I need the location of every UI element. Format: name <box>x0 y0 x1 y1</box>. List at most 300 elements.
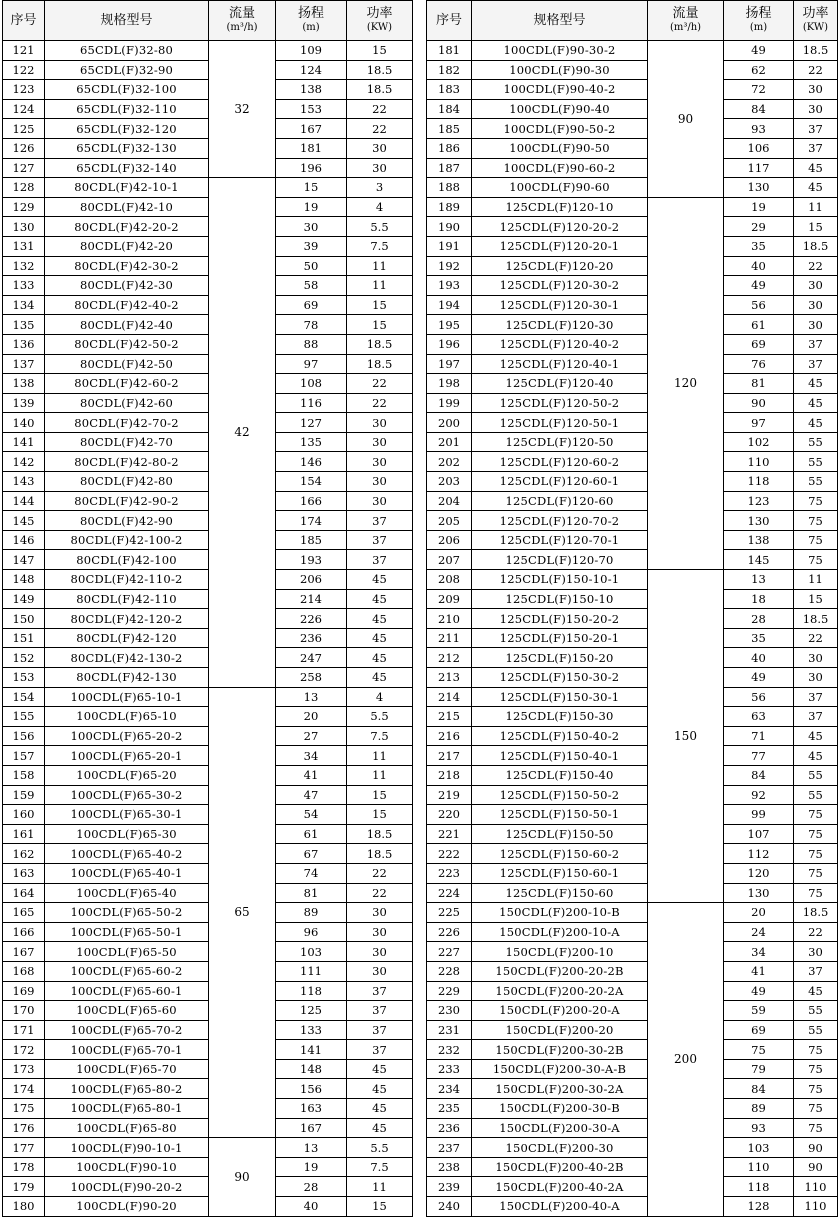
cell-model: 125CDL(F)150-40-1 <box>472 746 648 766</box>
table-row <box>427 491 838 511</box>
cell-flow: 90 <box>648 41 724 198</box>
cell-model: 125CDL(F)120-30-2 <box>472 276 648 296</box>
cell-power: 37 <box>347 1040 413 1060</box>
cell-power: 7.5 <box>347 236 413 256</box>
table-row <box>427 726 838 746</box>
cell-head: 28 <box>276 1177 347 1197</box>
cell-power: 45 <box>347 1079 413 1099</box>
cell-model: 80CDL(F)42-10-1 <box>45 178 209 198</box>
cell-model: 125CDL(F)120-20-2 <box>472 217 648 237</box>
cell-model: 100CDL(F)90-50-2 <box>472 119 648 139</box>
cell-power: 37 <box>794 707 838 727</box>
cell-no: 160 <box>3 805 45 825</box>
cell-no: 162 <box>3 844 45 864</box>
cell-model: 125CDL(F)150-40-2 <box>472 726 648 746</box>
cell-model: 125CDL(F)150-30-1 <box>472 687 648 707</box>
cell-model: 100CDL(F)65-70-1 <box>45 1040 209 1060</box>
cell-head: 193 <box>276 550 347 570</box>
cell-no: 235 <box>427 1099 472 1119</box>
cell-head: 167 <box>276 1118 347 1138</box>
cell-head: 93 <box>724 1118 794 1138</box>
cell-head: 102 <box>724 432 794 452</box>
cell-power: 45 <box>794 746 838 766</box>
cell-head: 103 <box>276 942 347 962</box>
table-row <box>3 765 413 785</box>
table-row <box>427 785 838 805</box>
cell-model: 125CDL(F)120-20 <box>472 256 648 276</box>
cell-no: 143 <box>3 472 45 492</box>
cell-no: 226 <box>427 922 472 942</box>
cell-model: 100CDL(F)90-40 <box>472 99 648 119</box>
cell-head: 75 <box>724 1040 794 1060</box>
cell-model: 125CDL(F)120-50 <box>472 432 648 452</box>
cell-head: 61 <box>724 315 794 335</box>
cell-model: 150CDL(F)200-40-2B <box>472 1157 648 1177</box>
cell-model: 150CDL(F)200-10 <box>472 942 648 962</box>
table-row <box>3 609 413 629</box>
cell-power: 11 <box>347 256 413 276</box>
cell-no: 124 <box>3 99 45 119</box>
cell-power: 75 <box>794 491 838 511</box>
cell-power: 75 <box>794 511 838 531</box>
table-row <box>427 746 838 766</box>
cell-no: 220 <box>427 805 472 825</box>
cell-power: 55 <box>794 1001 838 1021</box>
table-row <box>427 863 838 883</box>
cell-no: 187 <box>427 158 472 178</box>
cell-power: 37 <box>794 334 838 354</box>
cell-model: 100CDL(F)65-70-2 <box>45 1020 209 1040</box>
cell-no: 137 <box>3 354 45 374</box>
cell-head: 99 <box>724 805 794 825</box>
cell-no: 178 <box>3 1157 45 1177</box>
cell-head: 130 <box>724 178 794 198</box>
table-row <box>427 922 838 942</box>
cell-power: 22 <box>347 374 413 394</box>
cell-no: 216 <box>427 726 472 746</box>
cell-no: 138 <box>3 374 45 394</box>
cell-power: 90 <box>794 1138 838 1158</box>
cell-no: 174 <box>3 1079 45 1099</box>
table-row <box>3 726 413 746</box>
cell-model: 125CDL(F)150-50-1 <box>472 805 648 825</box>
cell-model: 80CDL(F)42-130-2 <box>45 648 209 668</box>
table-row <box>3 942 413 962</box>
cell-power: 45 <box>347 609 413 629</box>
cell-power: 30 <box>347 472 413 492</box>
cell-model: 80CDL(F)42-20 <box>45 236 209 256</box>
cell-no: 203 <box>427 472 472 492</box>
cell-no: 121 <box>3 41 45 61</box>
table-row <box>3 863 413 883</box>
cell-model: 100CDL(F)90-40-2 <box>472 80 648 100</box>
cell-power: 30 <box>347 138 413 158</box>
cell-model: 150CDL(F)200-20-2B <box>472 961 648 981</box>
spec-table-right <box>426 0 838 1217</box>
cell-power: 15 <box>347 295 413 315</box>
cell-head: 92 <box>724 785 794 805</box>
table-row <box>427 903 838 923</box>
table-row <box>427 942 838 962</box>
cell-model: 150CDL(F)200-20 <box>472 1020 648 1040</box>
cell-power: 18.5 <box>347 60 413 80</box>
cell-no: 188 <box>427 178 472 198</box>
table-row <box>3 158 413 178</box>
cell-model: 125CDL(F)120-40-2 <box>472 334 648 354</box>
table-row <box>3 687 413 707</box>
table-row <box>427 1099 838 1119</box>
cell-power: 75 <box>794 824 838 844</box>
table-row <box>3 178 413 198</box>
cell-power: 75 <box>794 863 838 883</box>
table-row <box>427 648 838 668</box>
cell-no: 229 <box>427 981 472 1001</box>
cell-power: 30 <box>794 648 838 668</box>
cell-head: 196 <box>276 158 347 178</box>
cell-model: 100CDL(F)65-10-1 <box>45 687 209 707</box>
cell-no: 184 <box>427 99 472 119</box>
table-row <box>3 1059 413 1079</box>
table-row <box>3 1157 413 1177</box>
table-row <box>427 99 838 119</box>
cell-power: 45 <box>347 1059 413 1079</box>
cell-power: 75 <box>794 1099 838 1119</box>
cell-model: 125CDL(F)150-50 <box>472 824 648 844</box>
cell-no: 222 <box>427 844 472 864</box>
cell-head: 110 <box>724 1157 794 1177</box>
cell-head: 247 <box>276 648 347 668</box>
cell-model: 80CDL(F)42-90 <box>45 511 209 531</box>
cell-no: 214 <box>427 687 472 707</box>
cell-model: 125CDL(F)150-30-2 <box>472 668 648 688</box>
cell-power: 30 <box>794 668 838 688</box>
table-row <box>3 217 413 237</box>
cell-no: 139 <box>3 393 45 413</box>
table-row <box>3 138 413 158</box>
cell-model: 100CDL(F)65-20 <box>45 765 209 785</box>
cell-model: 100CDL(F)90-20 <box>45 1197 209 1217</box>
cell-head: 206 <box>276 570 347 590</box>
table-row <box>427 1157 838 1177</box>
cell-head: 124 <box>276 60 347 80</box>
cell-head: 15 <box>276 178 347 198</box>
cell-power: 45 <box>347 648 413 668</box>
table-row <box>427 511 838 531</box>
table-row <box>427 256 838 276</box>
cell-model: 80CDL(F)42-30-2 <box>45 256 209 276</box>
cell-head: 112 <box>724 844 794 864</box>
cell-no: 167 <box>3 942 45 962</box>
cell-no: 200 <box>427 413 472 433</box>
cell-model: 125CDL(F)120-70-1 <box>472 530 648 550</box>
table-row <box>3 60 413 80</box>
cell-power: 37 <box>347 530 413 550</box>
cell-power: 75 <box>794 1059 838 1079</box>
cell-model: 150CDL(F)200-20-A <box>472 1001 648 1021</box>
cell-model: 100CDL(F)65-60-2 <box>45 961 209 981</box>
cell-power: 75 <box>794 1079 838 1099</box>
cell-flow: 120 <box>648 197 724 569</box>
table-row <box>3 903 413 923</box>
cell-power: 18.5 <box>794 41 838 61</box>
cell-power: 55 <box>794 432 838 452</box>
cell-head: 125 <box>276 1001 347 1021</box>
cell-power: 30 <box>347 922 413 942</box>
cell-model: 80CDL(F)42-130 <box>45 668 209 688</box>
cell-model: 80CDL(F)42-80-2 <box>45 452 209 472</box>
cell-no: 215 <box>427 707 472 727</box>
cell-power: 45 <box>347 589 413 609</box>
cell-no: 191 <box>427 236 472 256</box>
cell-power: 11 <box>347 765 413 785</box>
table-row <box>3 511 413 531</box>
cell-power: 30 <box>347 452 413 472</box>
cell-model: 80CDL(F)42-110-2 <box>45 570 209 590</box>
cell-no: 201 <box>427 432 472 452</box>
table-row <box>427 570 838 590</box>
cell-power: 30 <box>347 942 413 962</box>
cell-head: 97 <box>724 413 794 433</box>
cell-no: 202 <box>427 452 472 472</box>
cell-no: 185 <box>427 119 472 139</box>
cell-power: 30 <box>794 99 838 119</box>
cell-model: 80CDL(F)42-100-2 <box>45 530 209 550</box>
cell-no: 217 <box>427 746 472 766</box>
cell-no: 218 <box>427 765 472 785</box>
cell-no: 161 <box>3 824 45 844</box>
cell-no: 219 <box>427 785 472 805</box>
cell-model: 100CDL(F)65-70 <box>45 1059 209 1079</box>
cell-model: 80CDL(F)42-70 <box>45 432 209 452</box>
cell-head: 118 <box>276 981 347 1001</box>
table-row <box>427 374 838 394</box>
table-row <box>427 805 838 825</box>
cell-no: 154 <box>3 687 45 707</box>
table-row <box>3 746 413 766</box>
cell-head: 89 <box>724 1099 794 1119</box>
cell-power: 22 <box>794 628 838 648</box>
cell-power: 4 <box>347 687 413 707</box>
cell-head: 18 <box>724 589 794 609</box>
cell-no: 221 <box>427 824 472 844</box>
table-row <box>3 981 413 1001</box>
cell-model: 100CDL(F)65-10 <box>45 707 209 727</box>
table-row <box>3 432 413 452</box>
cell-power: 15 <box>347 805 413 825</box>
table-row <box>427 883 838 903</box>
cell-no: 149 <box>3 589 45 609</box>
cell-no: 194 <box>427 295 472 315</box>
cell-power: 45 <box>347 570 413 590</box>
cell-no: 189 <box>427 197 472 217</box>
table-row <box>427 60 838 80</box>
cell-head: 35 <box>724 628 794 648</box>
cell-head: 56 <box>724 295 794 315</box>
cell-power: 30 <box>347 158 413 178</box>
cell-no: 212 <box>427 648 472 668</box>
cell-power: 45 <box>794 726 838 746</box>
cell-head: 69 <box>724 334 794 354</box>
cell-power: 45 <box>794 393 838 413</box>
cell-head: 49 <box>724 41 794 61</box>
cell-power: 30 <box>347 491 413 511</box>
cell-power: 55 <box>794 472 838 492</box>
table-row <box>427 1197 838 1217</box>
cell-head: 13 <box>724 570 794 590</box>
cell-model: 100CDL(F)65-80-2 <box>45 1079 209 1099</box>
header-no: 序号 <box>3 1 45 41</box>
cell-model: 125CDL(F)120-10 <box>472 197 648 217</box>
cell-no: 146 <box>3 530 45 550</box>
cell-power: 90 <box>794 1157 838 1177</box>
cell-power: 75 <box>794 1040 838 1060</box>
cell-no: 238 <box>427 1157 472 1177</box>
cell-power: 75 <box>794 883 838 903</box>
cell-model: 150CDL(F)200-10-B <box>472 903 648 923</box>
cell-no: 173 <box>3 1059 45 1079</box>
cell-power: 18.5 <box>347 824 413 844</box>
table-row <box>3 785 413 805</box>
cell-head: 41 <box>724 961 794 981</box>
cell-model: 100CDL(F)90-30 <box>472 60 648 80</box>
cell-power: 22 <box>347 99 413 119</box>
cell-head: 97 <box>276 354 347 374</box>
cell-power: 45 <box>794 374 838 394</box>
cell-power: 7.5 <box>347 726 413 746</box>
cell-model: 150CDL(F)200-10-A <box>472 922 648 942</box>
cell-model: 125CDL(F)120-70 <box>472 550 648 570</box>
cell-head: 81 <box>724 374 794 394</box>
cell-power: 30 <box>347 903 413 923</box>
cell-head: 20 <box>276 707 347 727</box>
table-row <box>427 1079 838 1099</box>
cell-head: 130 <box>724 511 794 531</box>
cell-flow: 90 <box>209 1138 276 1216</box>
table-row <box>427 295 838 315</box>
cell-power: 30 <box>794 276 838 296</box>
cell-power: 11 <box>794 197 838 217</box>
table-row <box>427 393 838 413</box>
header-head: 扬程 (m) <box>724 1 794 41</box>
cell-no: 231 <box>427 1020 472 1040</box>
table-row <box>3 589 413 609</box>
cell-no: 181 <box>427 41 472 61</box>
cell-no: 197 <box>427 354 472 374</box>
cell-power: 15 <box>347 785 413 805</box>
cell-power: 22 <box>794 60 838 80</box>
cell-no: 179 <box>3 1177 45 1197</box>
cell-power: 15 <box>347 1197 413 1217</box>
cell-power: 45 <box>794 413 838 433</box>
cell-no: 170 <box>3 1001 45 1021</box>
cell-no: 141 <box>3 432 45 452</box>
cell-head: 62 <box>724 60 794 80</box>
cell-head: 167 <box>276 119 347 139</box>
table-row <box>427 530 838 550</box>
header-power: 功率 (KW) <box>347 1 413 41</box>
cell-power: 30 <box>347 961 413 981</box>
table-row <box>3 844 413 864</box>
cell-no: 175 <box>3 1099 45 1119</box>
cell-power: 75 <box>794 550 838 570</box>
cell-head: 50 <box>276 256 347 276</box>
cell-power: 37 <box>794 354 838 374</box>
cell-power: 45 <box>794 178 838 198</box>
cell-no: 171 <box>3 1020 45 1040</box>
cell-head: 19 <box>724 197 794 217</box>
table-row <box>3 570 413 590</box>
table-row <box>427 315 838 335</box>
cell-power: 37 <box>794 961 838 981</box>
cell-head: 138 <box>276 80 347 100</box>
cell-model: 80CDL(F)42-10 <box>45 197 209 217</box>
cell-no: 129 <box>3 197 45 217</box>
cell-model: 150CDL(F)200-40-A <box>472 1197 648 1217</box>
cell-model: 100CDL(F)65-20-1 <box>45 746 209 766</box>
cell-power: 110 <box>794 1197 838 1217</box>
cell-model: 65CDL(F)32-130 <box>45 138 209 158</box>
cell-no: 156 <box>3 726 45 746</box>
table-row <box>427 550 838 570</box>
cell-head: 76 <box>724 354 794 374</box>
cell-power: 37 <box>794 138 838 158</box>
cell-no: 163 <box>3 863 45 883</box>
cell-power: 15 <box>794 589 838 609</box>
table-row <box>3 119 413 139</box>
cell-head: 27 <box>276 726 347 746</box>
cell-no: 159 <box>3 785 45 805</box>
cell-power: 18.5 <box>347 354 413 374</box>
cell-head: 116 <box>276 393 347 413</box>
table-row <box>3 1020 413 1040</box>
cell-power: 7.5 <box>347 1157 413 1177</box>
cell-flow: 200 <box>648 903 724 1217</box>
cell-no: 237 <box>427 1138 472 1158</box>
cell-power: 22 <box>347 863 413 883</box>
table-row <box>3 256 413 276</box>
cell-head: 61 <box>276 824 347 844</box>
cell-no: 227 <box>427 942 472 962</box>
cell-model: 100CDL(F)90-30-2 <box>472 41 648 61</box>
cell-head: 84 <box>724 765 794 785</box>
cell-head: 28 <box>724 609 794 629</box>
cell-model: 80CDL(F)42-120 <box>45 628 209 648</box>
cell-head: 123 <box>724 491 794 511</box>
header-head: 扬程 (m) <box>276 1 347 41</box>
cell-model: 100CDL(F)65-50 <box>45 942 209 962</box>
table-row <box>427 589 838 609</box>
cell-model: 125CDL(F)120-70-2 <box>472 511 648 531</box>
cell-no: 213 <box>427 668 472 688</box>
cell-no: 240 <box>427 1197 472 1217</box>
table-row <box>3 452 413 472</box>
table-row <box>3 41 413 61</box>
cell-model: 65CDL(F)32-120 <box>45 119 209 139</box>
cell-model: 150CDL(F)200-30 <box>472 1138 648 1158</box>
cell-head: 90 <box>724 393 794 413</box>
cell-power: 37 <box>347 511 413 531</box>
cell-power: 11 <box>347 1177 413 1197</box>
table-row <box>3 1079 413 1099</box>
cell-model: 125CDL(F)150-30 <box>472 707 648 727</box>
cell-head: 35 <box>724 236 794 256</box>
cell-power: 11 <box>347 276 413 296</box>
cell-head: 49 <box>724 981 794 1001</box>
table-row <box>3 824 413 844</box>
cell-no: 122 <box>3 60 45 80</box>
cell-no: 236 <box>427 1118 472 1138</box>
cell-power: 22 <box>794 922 838 942</box>
